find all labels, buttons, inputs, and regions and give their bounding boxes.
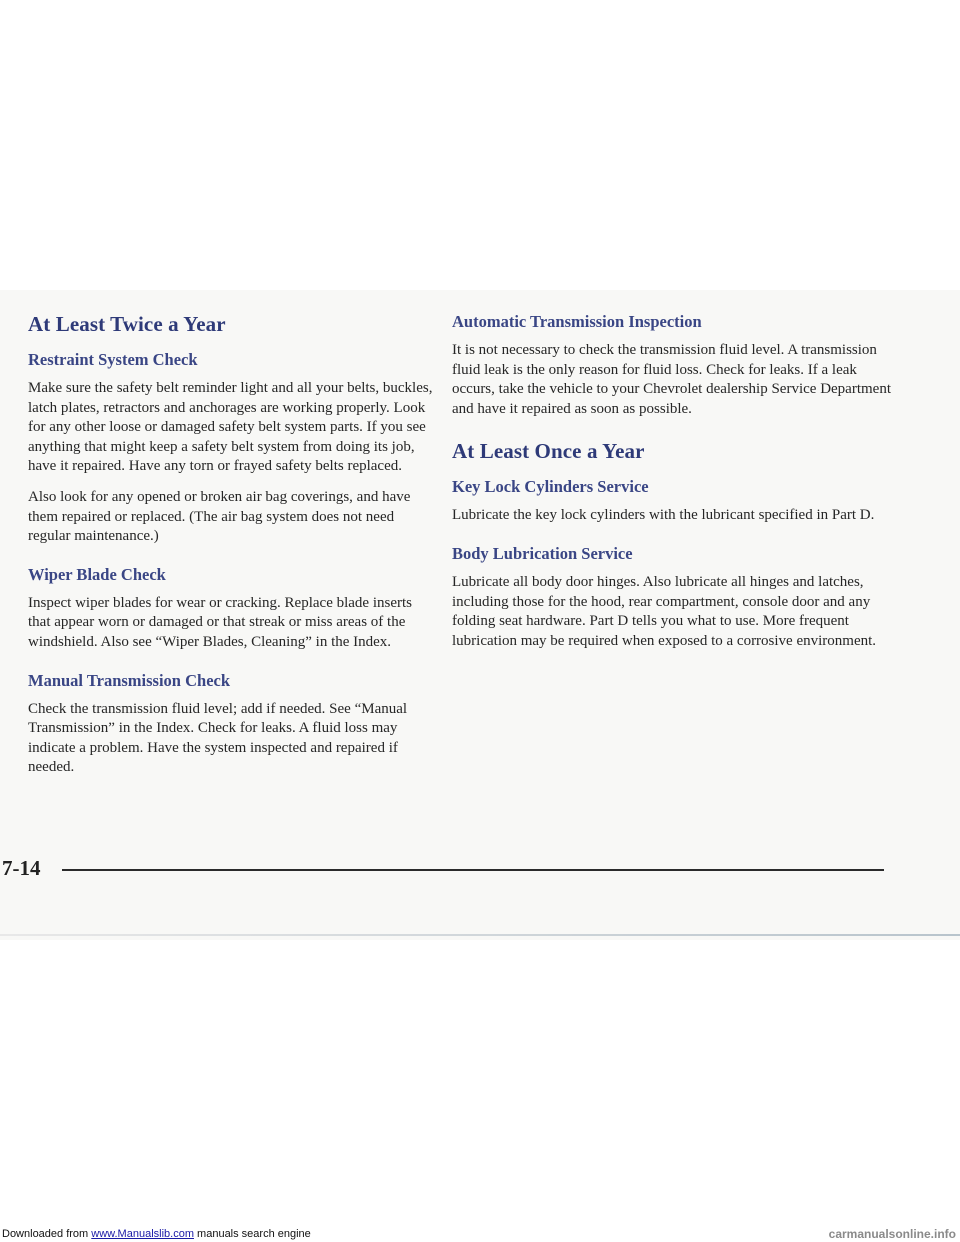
section-title-once-a-year: At Least Once a Year	[452, 439, 645, 464]
wiper-blade-paragraph: Inspect wiper blades for wear or cracking. Replace blade inserts that appear worn or damaged or that streak or miss areas of the windshield. Also see “Wiper Blades, Cleaning” in the Index.	[28, 594, 413, 650]
page-number: 7-14	[2, 856, 41, 880]
section-title-twice-a-year: At Least Twice a Year	[28, 312, 226, 336]
restraint-system-paragraph-1: Make sure the safety belt reminder light and all your belts, buckles, latch plates, retractors and anchorages are working properly. Look for any other loose or damaged safety belt system parts. If you see anything that might keep a safety belt system from doing its job, have it repaired. Have any torn or frayed safety belts replaced.	[28, 380, 433, 475]
body-lubrication-paragraph: Lubricate all body door hinges. Also lubricate all hinges and latches, including those for the hood, rear compartment, console door and any folding seat hardware. Part D tells you what to use. More frequent lubrication may be required when exposed to a corrosive environment.	[452, 573, 877, 649]
left-column	[28, 312, 438, 789]
page-footer	[0, 856, 960, 896]
key-lock-paragraph: Lubricate the key lock cylinders with the lubricant specified in Part D.	[452, 507, 875, 524]
restraint-system-heading: Restraint System Check	[28, 350, 198, 369]
manual-transmission-heading: Manual Transmission Check	[28, 670, 231, 690]
key-lock-heading: Key Lock Cylinders Service	[452, 477, 649, 497]
manual-page	[0, 290, 960, 940]
manual-transmission-paragraph: Check the transmission fluid level; add if needed. See “Manual Transmission” in the Index. Check for leaks. A fluid loss may indicate a problem. Have the system inspected and repaired if needed.	[28, 700, 408, 776]
automatic-transmission-heading: Automatic Transmission Inspection	[452, 312, 702, 331]
manualslib-link[interactable]: www.Manualslib.com	[91, 1228, 194, 1240]
right-column	[452, 312, 892, 662]
body-lubrication-heading: Body Lubrication Service	[452, 543, 633, 563]
banner-suffix: manuals search engine	[197, 1228, 311, 1240]
download-banner	[0, 1226, 960, 1242]
banner-text	[2, 1226, 311, 1242]
watermark-text: carmanualsonline.info	[828, 1227, 956, 1241]
automatic-transmission-paragraph: It is not necessary to check the transmission fluid level. A transmission fluid leak is the only reason for fluid loss. Check for leaks. If a leak occurs, take the vehicle to your Chevrolet dealership Service Department and have it repaired as soon as possible.	[452, 342, 891, 417]
wiper-blade-heading: Wiper Blade Check	[28, 564, 166, 584]
banner-prefix: Downloaded from	[2, 1228, 89, 1240]
restraint-system-paragraph-2: Also look for any opened or broken air bag coverings, and have them repaired or replaced. (The air bag system does not need regular maintenance.)	[28, 488, 411, 545]
page-edge-line	[0, 934, 960, 936]
footer-rule	[62, 869, 884, 871]
